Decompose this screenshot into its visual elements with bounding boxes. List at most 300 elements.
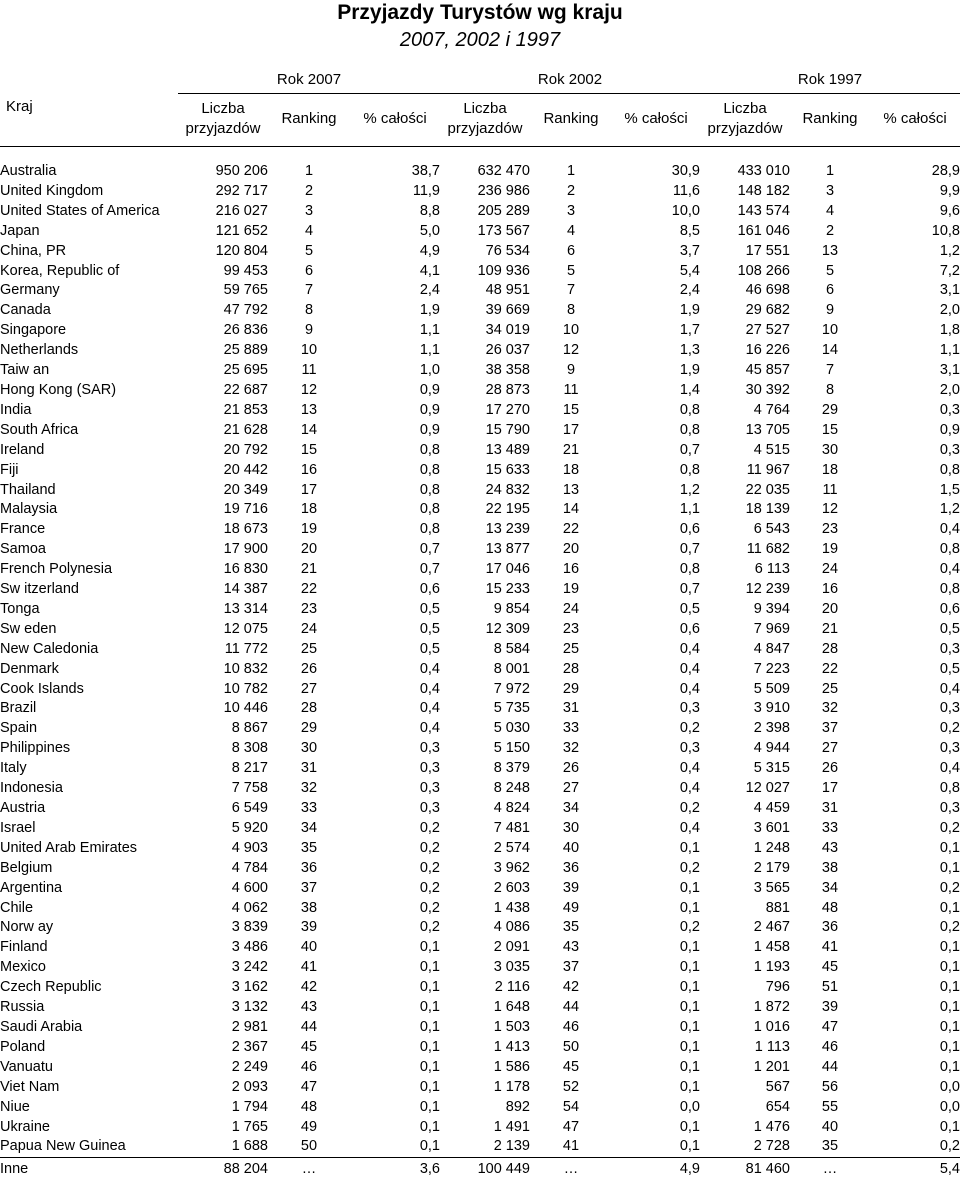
country-cell: Indonesia <box>0 780 63 797</box>
table-row <box>0 839 960 859</box>
arrivals-2002-cell: 2 574 <box>493 839 530 856</box>
ranking-1997-cell: 33 <box>821 819 839 836</box>
arrivals-2002-cell: 8 379 <box>493 760 530 777</box>
ranking-2007-cell: 27 <box>300 680 318 697</box>
share-2007-cell: 0,5 <box>419 640 440 657</box>
table-row <box>0 739 960 759</box>
arrivals-1997-cell: 12 027 <box>745 780 790 797</box>
share-1997-cell: 0,3 <box>939 800 960 816</box>
ranking-1997-cell: 45 <box>821 959 839 976</box>
country-cell: Finland <box>0 939 48 956</box>
ranking-2007-cell: 50 <box>300 1138 318 1155</box>
country-cell: Sw itzerland <box>0 581 79 598</box>
table-row <box>0 899 960 919</box>
share-2002-cell: 0,6 <box>679 521 700 538</box>
arrivals-2007-cell: 25 889 <box>223 342 268 359</box>
arrivals-1997-cell: 16 226 <box>745 342 790 359</box>
ranking-1997-cell: 40 <box>821 1118 839 1135</box>
ranking-2002-cell: 50 <box>562 1038 580 1055</box>
ranking-2002-cell: 22 <box>562 521 580 538</box>
arrivals-1997-cell: 1 016 <box>753 1018 790 1035</box>
ranking-2002-cell: 13 <box>562 481 580 498</box>
share-2002-cell: 1,2 <box>679 481 700 498</box>
share-1997-cell: 2,0 <box>939 302 960 319</box>
ranking-2007-cell: 31 <box>300 760 318 777</box>
ranking-2007-cell: 26 <box>300 660 318 677</box>
arrivals-2002-cell: 1 586 <box>493 1058 530 1075</box>
arrivals-2002-cell: 17 046 <box>485 561 530 578</box>
share-1997-cell: 0,1 <box>939 1038 960 1055</box>
country-cell: Korea, Republic of <box>0 262 120 279</box>
ranking-2002-cell: 8 <box>566 302 576 319</box>
share-2007-cell: 0,5 <box>419 620 440 637</box>
ranking-2002-cell: … <box>563 1161 579 1178</box>
share-1997-cell: 0,3 <box>939 640 960 657</box>
share-1997-cell: 1,5 <box>939 481 960 498</box>
ranking-2002-cell: 6 <box>566 242 576 259</box>
ranking-2007-cell: 5 <box>304 242 314 259</box>
ranking-2007-cell: 11 <box>301 362 317 379</box>
ranking-2007-cell: 28 <box>300 700 318 717</box>
table-row <box>0 540 960 560</box>
arrivals-1997-cell: 45 857 <box>745 362 790 379</box>
ranking-1997-cell: 12 <box>821 501 839 518</box>
header-bottom-rule <box>0 146 960 147</box>
share-2002-cell: 0,0 <box>679 1098 700 1115</box>
ranking-1997-cell: 6 <box>825 282 835 299</box>
ranking-2002-cell: 1 <box>566 163 576 179</box>
ranking-2007-cell: … <box>301 1161 317 1178</box>
share-1997-cell: 1,1 <box>939 342 960 359</box>
arrivals-2002-cell: 892 <box>505 1098 530 1115</box>
share-2002-cell: 4,9 <box>679 1161 700 1178</box>
header-liczba-line1: Liczba <box>201 100 245 117</box>
share-1997-cell: 0,1 <box>939 999 960 1016</box>
share-2007-cell: 0,1 <box>419 1138 440 1155</box>
share-2007-cell: 1,9 <box>419 302 440 319</box>
arrivals-2007-cell: 2 367 <box>231 1038 268 1055</box>
ranking-2007-cell: 17 <box>300 481 318 498</box>
share-2002-cell: 0,7 <box>679 581 700 598</box>
ranking-2002-cell: 23 <box>562 620 580 637</box>
arrivals-2002-cell: 15 790 <box>485 421 530 438</box>
arrivals-2007-cell: 2 249 <box>231 1058 268 1075</box>
arrivals-2002-cell: 100 449 <box>477 1161 530 1178</box>
arrivals-1997-cell: 796 <box>765 979 790 996</box>
ranking-2002-cell: 29 <box>562 680 580 697</box>
arrivals-1997-cell: 108 266 <box>737 262 790 279</box>
share-2007-cell: 0,9 <box>419 401 440 418</box>
ranking-2002-cell: 44 <box>562 999 580 1016</box>
arrivals-1997-cell: 1 201 <box>753 1058 790 1075</box>
country-cell: Taiw an <box>0 362 50 379</box>
table-row <box>0 759 960 779</box>
share-2002-cell: 0,4 <box>679 819 700 836</box>
arrivals-1997-cell: 1 113 <box>754 1038 790 1055</box>
arrivals-1997-cell: 2 467 <box>753 919 790 936</box>
ranking-2002-cell: 28 <box>562 660 580 677</box>
arrivals-2007-cell: 99 453 <box>223 262 268 279</box>
share-2007-cell: 0,3 <box>419 740 440 757</box>
share-2007-cell: 0,2 <box>419 859 440 876</box>
table-row <box>0 361 960 381</box>
ranking-2002-cell: 5 <box>566 262 576 279</box>
share-2007-cell: 0,4 <box>419 720 440 737</box>
share-2007-cell: 2,4 <box>419 282 440 299</box>
arrivals-2002-cell: 13 239 <box>485 521 530 538</box>
arrivals-2002-cell: 1 438 <box>493 899 530 916</box>
share-2007-cell: 0,5 <box>419 600 440 617</box>
country-cell: Austria <box>0 800 46 816</box>
ranking-2007-cell: 30 <box>300 740 318 757</box>
country-cell: Russia <box>0 999 45 1016</box>
arrivals-2002-cell: 4 086 <box>493 919 530 936</box>
share-2007-cell: 0,1 <box>419 1038 440 1055</box>
ranking-2007-cell: 10 <box>300 342 318 359</box>
ranking-2007-cell: 38 <box>300 899 318 916</box>
arrivals-1997-cell: 29 682 <box>745 302 790 319</box>
share-1997-cell: 0,0 <box>939 1078 960 1095</box>
ranking-2002-cell: 27 <box>562 780 580 797</box>
ranking-1997-cell: 20 <box>821 600 839 617</box>
arrivals-2007-cell: 8 308 <box>231 740 268 757</box>
ranking-1997-cell: 8 <box>825 381 835 398</box>
ranking-1997-cell: 43 <box>821 839 839 856</box>
share-2007-cell: 11,9 <box>412 182 440 199</box>
ranking-2007-cell: 25 <box>300 640 318 657</box>
share-2002-cell: 1,1 <box>679 501 700 518</box>
table-row <box>0 560 960 580</box>
share-2002-cell: 8,5 <box>679 222 700 239</box>
ranking-1997-cell: 29 <box>821 401 839 418</box>
ranking-2002-cell: 40 <box>562 839 580 856</box>
ranking-2007-cell: 35 <box>300 839 318 856</box>
ranking-1997-cell: 32 <box>821 700 839 717</box>
ranking-2002-cell: 4 <box>566 222 576 239</box>
share-2002-cell: 0,1 <box>679 939 700 956</box>
ranking-1997-cell: 4 <box>825 202 835 219</box>
table-row <box>0 1118 960 1138</box>
ranking-2002-cell: 15 <box>562 401 580 418</box>
ranking-2002-cell: 10 <box>562 322 580 339</box>
table-row <box>0 699 960 719</box>
ranking-1997-cell: 10 <box>821 322 839 339</box>
ranking-2002-cell: 36 <box>562 859 580 876</box>
arrivals-1997-cell: 4 944 <box>753 740 790 757</box>
share-1997-cell: 0,6 <box>939 600 960 617</box>
arrivals-1997-cell: 7 223 <box>753 660 790 677</box>
ranking-2002-cell: 30 <box>562 819 580 836</box>
table-row <box>0 520 960 540</box>
arrivals-1997-cell: 161 046 <box>737 222 790 239</box>
arrivals-table <box>0 162 960 1180</box>
share-2007-cell: 0,8 <box>419 521 440 538</box>
ranking-2007-cell: 42 <box>300 979 318 996</box>
table-row <box>0 620 960 640</box>
table-row <box>0 381 960 401</box>
arrivals-2002-cell: 48 951 <box>485 282 530 299</box>
table-row <box>0 958 960 978</box>
header-liczba-2002 <box>440 99 530 139</box>
arrivals-2007-cell: 17 900 <box>223 541 268 558</box>
header-liczba-2007 <box>178 99 268 139</box>
country-cell: Inne <box>0 1161 29 1178</box>
ranking-1997-cell: 47 <box>821 1018 839 1035</box>
country-cell: Poland <box>0 1038 46 1055</box>
arrivals-1997-cell: 81 460 <box>745 1161 790 1178</box>
share-1997-cell: 0,1 <box>939 1018 960 1035</box>
arrivals-2002-cell: 173 567 <box>477 222 530 239</box>
ranking-2007-cell: 46 <box>300 1058 318 1075</box>
table-row <box>0 998 960 1018</box>
header-liczba-line1: Liczba <box>723 100 767 117</box>
share-1997-cell: 0,8 <box>939 780 960 797</box>
country-cell: India <box>0 401 32 418</box>
share-1997-cell: 3,1 <box>939 362 960 379</box>
arrivals-2002-cell: 2 091 <box>493 939 530 956</box>
ranking-1997-cell: 35 <box>821 1138 839 1155</box>
share-2002-cell: 30,9 <box>671 163 700 179</box>
arrivals-2002-cell: 28 873 <box>485 381 530 398</box>
country-cell: Papua New Guinea <box>0 1138 126 1155</box>
ranking-2002-cell: 45 <box>562 1058 580 1075</box>
share-1997-cell: 1,2 <box>939 242 960 259</box>
page-subtitle: 2007, 2002 i 1997 <box>399 29 561 51</box>
country-cell: Argentina <box>0 879 63 896</box>
arrivals-2002-cell: 26 037 <box>485 342 530 359</box>
table-body <box>0 162 960 1180</box>
share-2002-cell: 0,1 <box>679 1118 700 1135</box>
arrivals-1997-cell: 881 <box>765 899 790 916</box>
share-2002-cell: 1,9 <box>679 302 700 319</box>
share-2007-cell: 0,3 <box>419 800 440 816</box>
country-cell: Ireland <box>0 441 45 458</box>
ranking-1997-cell: 22 <box>821 660 839 677</box>
table-row <box>0 580 960 600</box>
country-cell: New Caledonia <box>0 640 99 657</box>
table-row <box>0 421 960 441</box>
ranking-2007-cell: 47 <box>300 1078 318 1095</box>
share-2002-cell: 0,1 <box>679 1138 700 1155</box>
share-2007-cell: 0,2 <box>419 839 440 856</box>
share-2002-cell: 0,1 <box>679 899 700 916</box>
ranking-2007-cell: 29 <box>300 720 318 737</box>
arrivals-1997-cell: 1 458 <box>753 939 790 956</box>
country-cell: Belgium <box>0 859 53 876</box>
share-2002-cell: 0,1 <box>679 979 700 996</box>
country-cell: South Africa <box>0 421 79 438</box>
arrivals-2007-cell: 19 716 <box>223 501 268 518</box>
country-cell: Singapore <box>0 322 67 339</box>
arrivals-2007-cell: 18 673 <box>223 521 268 538</box>
arrivals-1997-cell: 143 574 <box>737 202 790 219</box>
arrivals-1997-cell: 3 565 <box>753 879 790 896</box>
arrivals-2002-cell: 2 116 <box>494 979 530 996</box>
arrivals-1997-cell: 9 394 <box>753 600 790 617</box>
share-2007-cell: 0,4 <box>419 700 440 717</box>
arrivals-2002-cell: 109 936 <box>477 262 530 279</box>
ranking-1997-cell: … <box>822 1161 838 1178</box>
ranking-2007-cell: 43 <box>300 999 318 1016</box>
table-row <box>0 859 960 879</box>
ranking-2007-cell: 16 <box>300 461 318 478</box>
country-cell: Cook Islands <box>0 680 84 697</box>
country-cell: Brazil <box>0 700 37 717</box>
ranking-2002-cell: 25 <box>562 640 580 657</box>
share-2002-cell: 0,8 <box>679 421 700 438</box>
arrivals-2007-cell: 4 784 <box>231 859 268 876</box>
share-2007-cell: 0,8 <box>419 461 440 478</box>
ranking-1997-cell: 44 <box>821 1058 839 1075</box>
share-2002-cell: 11,6 <box>672 182 700 199</box>
ranking-1997-cell: 15 <box>821 421 839 438</box>
header-ranking-2007: Ranking <box>281 110 337 127</box>
ranking-1997-cell: 37 <box>821 720 839 737</box>
ranking-2007-cell: 44 <box>300 1018 318 1035</box>
share-2007-cell: 0,1 <box>419 1058 440 1075</box>
ranking-2002-cell: 18 <box>562 461 580 478</box>
share-1997-cell: 0,4 <box>939 521 960 538</box>
share-2002-cell: 0,1 <box>679 1018 700 1035</box>
ranking-2002-cell: 9 <box>566 362 576 379</box>
ranking-2007-cell: 6 <box>304 262 314 279</box>
table-row <box>0 500 960 520</box>
arrivals-2007-cell: 47 792 <box>223 302 268 319</box>
arrivals-2007-cell: 12 075 <box>223 620 268 637</box>
ranking-2007-cell: 1 <box>304 163 314 179</box>
share-1997-cell: 0,4 <box>939 561 960 578</box>
country-cell: Philippines <box>0 740 71 757</box>
country-cell: Norw ay <box>0 919 54 936</box>
country-cell: France <box>0 521 46 538</box>
arrivals-2002-cell: 236 986 <box>477 182 530 199</box>
share-2002-cell: 3,7 <box>679 242 700 259</box>
country-cell: United States of America <box>0 202 160 219</box>
share-2007-cell: 0,4 <box>419 660 440 677</box>
arrivals-1997-cell: 4 764 <box>753 401 790 418</box>
share-2002-cell: 0,4 <box>679 760 700 777</box>
ranking-2007-cell: 48 <box>300 1098 318 1115</box>
arrivals-2007-cell: 8 867 <box>231 720 268 737</box>
arrivals-1997-cell: 4 515 <box>753 441 790 458</box>
share-2007-cell: 0,1 <box>419 939 440 956</box>
country-cell: Hong Kong (SAR) <box>0 381 117 398</box>
share-2002-cell: 0,2 <box>679 919 700 936</box>
ranking-1997-cell: 46 <box>821 1038 839 1055</box>
share-1997-cell: 9,9 <box>939 182 960 199</box>
header-year-2002: Rok 2002 <box>537 71 603 88</box>
share-2007-cell: 0,1 <box>419 1118 440 1135</box>
table-row <box>0 481 960 501</box>
arrivals-1997-cell: 2 398 <box>753 720 790 737</box>
arrivals-1997-cell: 1 193 <box>753 959 790 976</box>
ranking-1997-cell: 17 <box>821 780 839 797</box>
share-2002-cell: 0,1 <box>679 999 700 1016</box>
ranking-2002-cell: 49 <box>562 899 580 916</box>
country-cell: Ukraine <box>0 1118 50 1135</box>
country-cell: Germany <box>0 282 60 299</box>
arrivals-1997-cell: 13 705 <box>745 421 790 438</box>
ranking-2002-cell: 19 <box>562 581 580 598</box>
share-1997-cell: 0,1 <box>939 899 960 916</box>
ranking-1997-cell: 39 <box>821 999 839 1016</box>
header-year-2007: Rok 2007 <box>276 71 342 88</box>
ranking-2007-cell: 22 <box>300 581 318 598</box>
arrivals-2007-cell: 88 204 <box>223 1161 268 1178</box>
arrivals-1997-cell: 1 476 <box>753 1118 790 1135</box>
country-cell: French Polynesia <box>0 561 113 578</box>
share-2002-cell: 1,7 <box>679 322 700 339</box>
ranking-2002-cell: 46 <box>562 1018 580 1035</box>
ranking-2002-cell: 26 <box>562 760 580 777</box>
arrivals-1997-cell: 567 <box>765 1078 790 1095</box>
ranking-2007-cell: 33 <box>300 800 318 816</box>
arrivals-2002-cell: 2 139 <box>493 1138 530 1155</box>
arrivals-1997-cell: 1 248 <box>753 839 790 856</box>
header-ranking-2002: Ranking <box>543 110 599 127</box>
share-2002-cell: 2,4 <box>679 282 700 299</box>
ranking-2002-cell: 17 <box>562 421 580 438</box>
share-2007-cell: 0,6 <box>419 581 440 598</box>
table-row <box>0 1078 960 1098</box>
table-row <box>0 321 960 341</box>
ranking-2002-cell: 52 <box>562 1078 580 1095</box>
table-row <box>0 242 960 262</box>
share-2002-cell: 0,8 <box>679 461 700 478</box>
arrivals-2007-cell: 21 628 <box>223 421 268 438</box>
share-2002-cell: 0,1 <box>679 879 700 896</box>
share-2002-cell: 0,4 <box>679 660 700 677</box>
header-year-1997: Rok 1997 <box>797 71 863 88</box>
share-2002-cell: 0,1 <box>679 959 700 976</box>
share-1997-cell: 0,2 <box>939 1138 960 1155</box>
share-2007-cell: 1,1 <box>419 342 440 359</box>
table-row <box>0 819 960 839</box>
ranking-2007-cell: 7 <box>304 282 314 299</box>
share-2002-cell: 0,8 <box>679 561 700 578</box>
arrivals-1997-cell: 5 315 <box>753 760 790 777</box>
arrivals-1997-cell: 30 392 <box>745 381 790 398</box>
arrivals-2002-cell: 1 413 <box>493 1038 530 1055</box>
arrivals-2007-cell: 292 717 <box>215 182 268 199</box>
share-2002-cell: 0,1 <box>679 839 700 856</box>
arrivals-2007-cell: 3 242 <box>231 959 268 976</box>
country-cell: Malaysia <box>0 501 58 518</box>
ranking-1997-cell: 25 <box>821 680 839 697</box>
ranking-2002-cell: 35 <box>562 919 580 936</box>
arrivals-2002-cell: 8 248 <box>493 780 530 797</box>
arrivals-2002-cell: 632 470 <box>477 163 530 179</box>
share-2002-cell: 0,2 <box>679 720 700 737</box>
arrivals-2007-cell: 4 062 <box>231 899 268 916</box>
arrivals-2007-cell: 16 830 <box>223 561 268 578</box>
other-separator <box>0 1157 960 1158</box>
header-liczba-1997 <box>700 99 790 139</box>
ranking-2002-cell: 34 <box>562 800 580 816</box>
arrivals-2007-cell: 22 687 <box>223 381 268 398</box>
arrivals-1997-cell: 2 179 <box>753 859 790 876</box>
table-row <box>0 461 960 481</box>
ranking-2002-cell: 41 <box>562 1138 580 1155</box>
share-2002-cell: 0,6 <box>679 620 700 637</box>
share-2002-cell: 1,3 <box>679 342 700 359</box>
share-1997-cell: 0,2 <box>939 819 960 836</box>
ranking-1997-cell: 21 <box>821 620 839 637</box>
share-2007-cell: 0,7 <box>419 541 440 558</box>
country-cell: United Arab Emirates <box>0 839 138 856</box>
arrivals-2007-cell: 7 758 <box>231 780 268 797</box>
arrivals-2007-cell: 26 836 <box>223 322 268 339</box>
